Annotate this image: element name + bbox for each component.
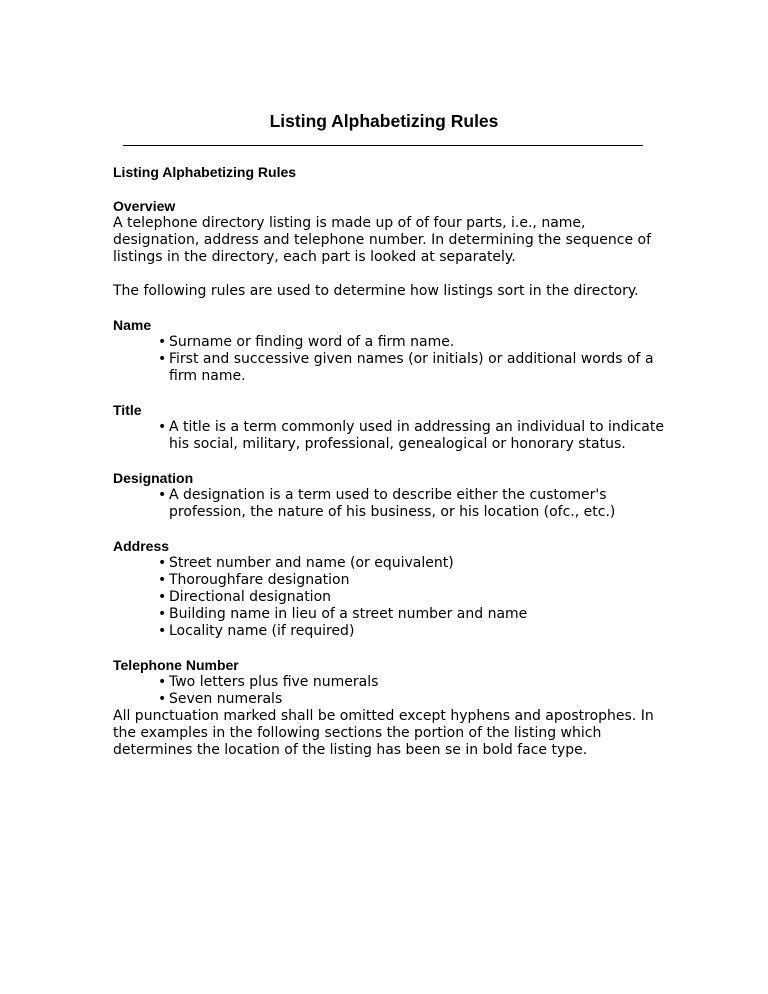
list-item: • Directional designation bbox=[158, 589, 332, 605]
list-item: • Surname or finding word of a firm name. bbox=[158, 334, 455, 350]
title-section bbox=[113, 402, 673, 453]
title-underline bbox=[123, 145, 643, 146]
rules-intro-paragraph: The following rules are used to determine how listings sort in the directory. bbox=[113, 283, 639, 299]
bullet-icon: • bbox=[158, 351, 167, 367]
overview-section bbox=[113, 198, 673, 300]
designation-list bbox=[113, 487, 673, 521]
section-title: Listing Alphabetizing Rules bbox=[113, 164, 297, 180]
list-item: • First and successive given names (or initials) or additional words of a firm name. bbox=[158, 351, 654, 384]
bullet-icon: • bbox=[158, 334, 167, 350]
list-item: • Building name in lieu of a street number and name bbox=[158, 606, 528, 622]
telephone-section bbox=[113, 657, 673, 759]
name-heading: Name bbox=[113, 317, 152, 333]
bullet-icon: • bbox=[158, 555, 167, 571]
bullet-icon: • bbox=[158, 487, 167, 503]
bullet-icon: • bbox=[158, 419, 167, 435]
list-item: • Thoroughfare designation bbox=[158, 572, 350, 588]
list-item: • A designation is a term used to describe either the customer's profession, the nature of his business, or his location (ofc., etc.) bbox=[158, 487, 616, 520]
bullet-icon: • bbox=[158, 589, 167, 605]
bullet-icon: • bbox=[158, 674, 167, 690]
document-body bbox=[113, 164, 673, 759]
address-heading: Address bbox=[113, 538, 170, 554]
overview-heading: Overview bbox=[113, 198, 176, 214]
page-title: Listing Alphabetizing Rules bbox=[269, 111, 499, 131]
list-item: • A title is a term commonly used in addressing an individual to indicate his social, military, professional, genealogical or honorary status. bbox=[158, 419, 664, 452]
list-item: • Seven numerals bbox=[158, 691, 283, 707]
telephone-list bbox=[113, 674, 673, 708]
title-list bbox=[113, 419, 673, 453]
bullet-icon: • bbox=[158, 691, 167, 707]
bullet-icon: • bbox=[158, 623, 167, 639]
list-item: • Locality name (if required) bbox=[158, 623, 355, 639]
overview-paragraph: A telephone directory listing is made up of of four parts, i.e., name, designation, address and telephone number. In determining the sequence of listings in the directory, each part is looked at separately. bbox=[113, 215, 652, 265]
telephone-heading: Telephone Number bbox=[113, 657, 239, 673]
list-item: • Street number and name (or equivalent) bbox=[158, 555, 454, 571]
name-list bbox=[113, 334, 673, 385]
title-heading: Title bbox=[113, 402, 142, 418]
list-item: • Two letters plus five numerals bbox=[158, 674, 379, 690]
bullet-icon: • bbox=[158, 606, 167, 622]
designation-section bbox=[113, 470, 673, 521]
punctuation-paragraph: All punctuation marked shall be omitted except hyphens and apostrophes. In the examples in the following sections the portion of the listing which determines the location of the listing has been se in bold face type. bbox=[113, 708, 654, 758]
name-section bbox=[113, 317, 673, 385]
bullet-icon: • bbox=[158, 572, 167, 588]
designation-heading: Designation bbox=[113, 470, 194, 486]
address-section bbox=[113, 538, 673, 640]
address-list bbox=[113, 555, 673, 640]
